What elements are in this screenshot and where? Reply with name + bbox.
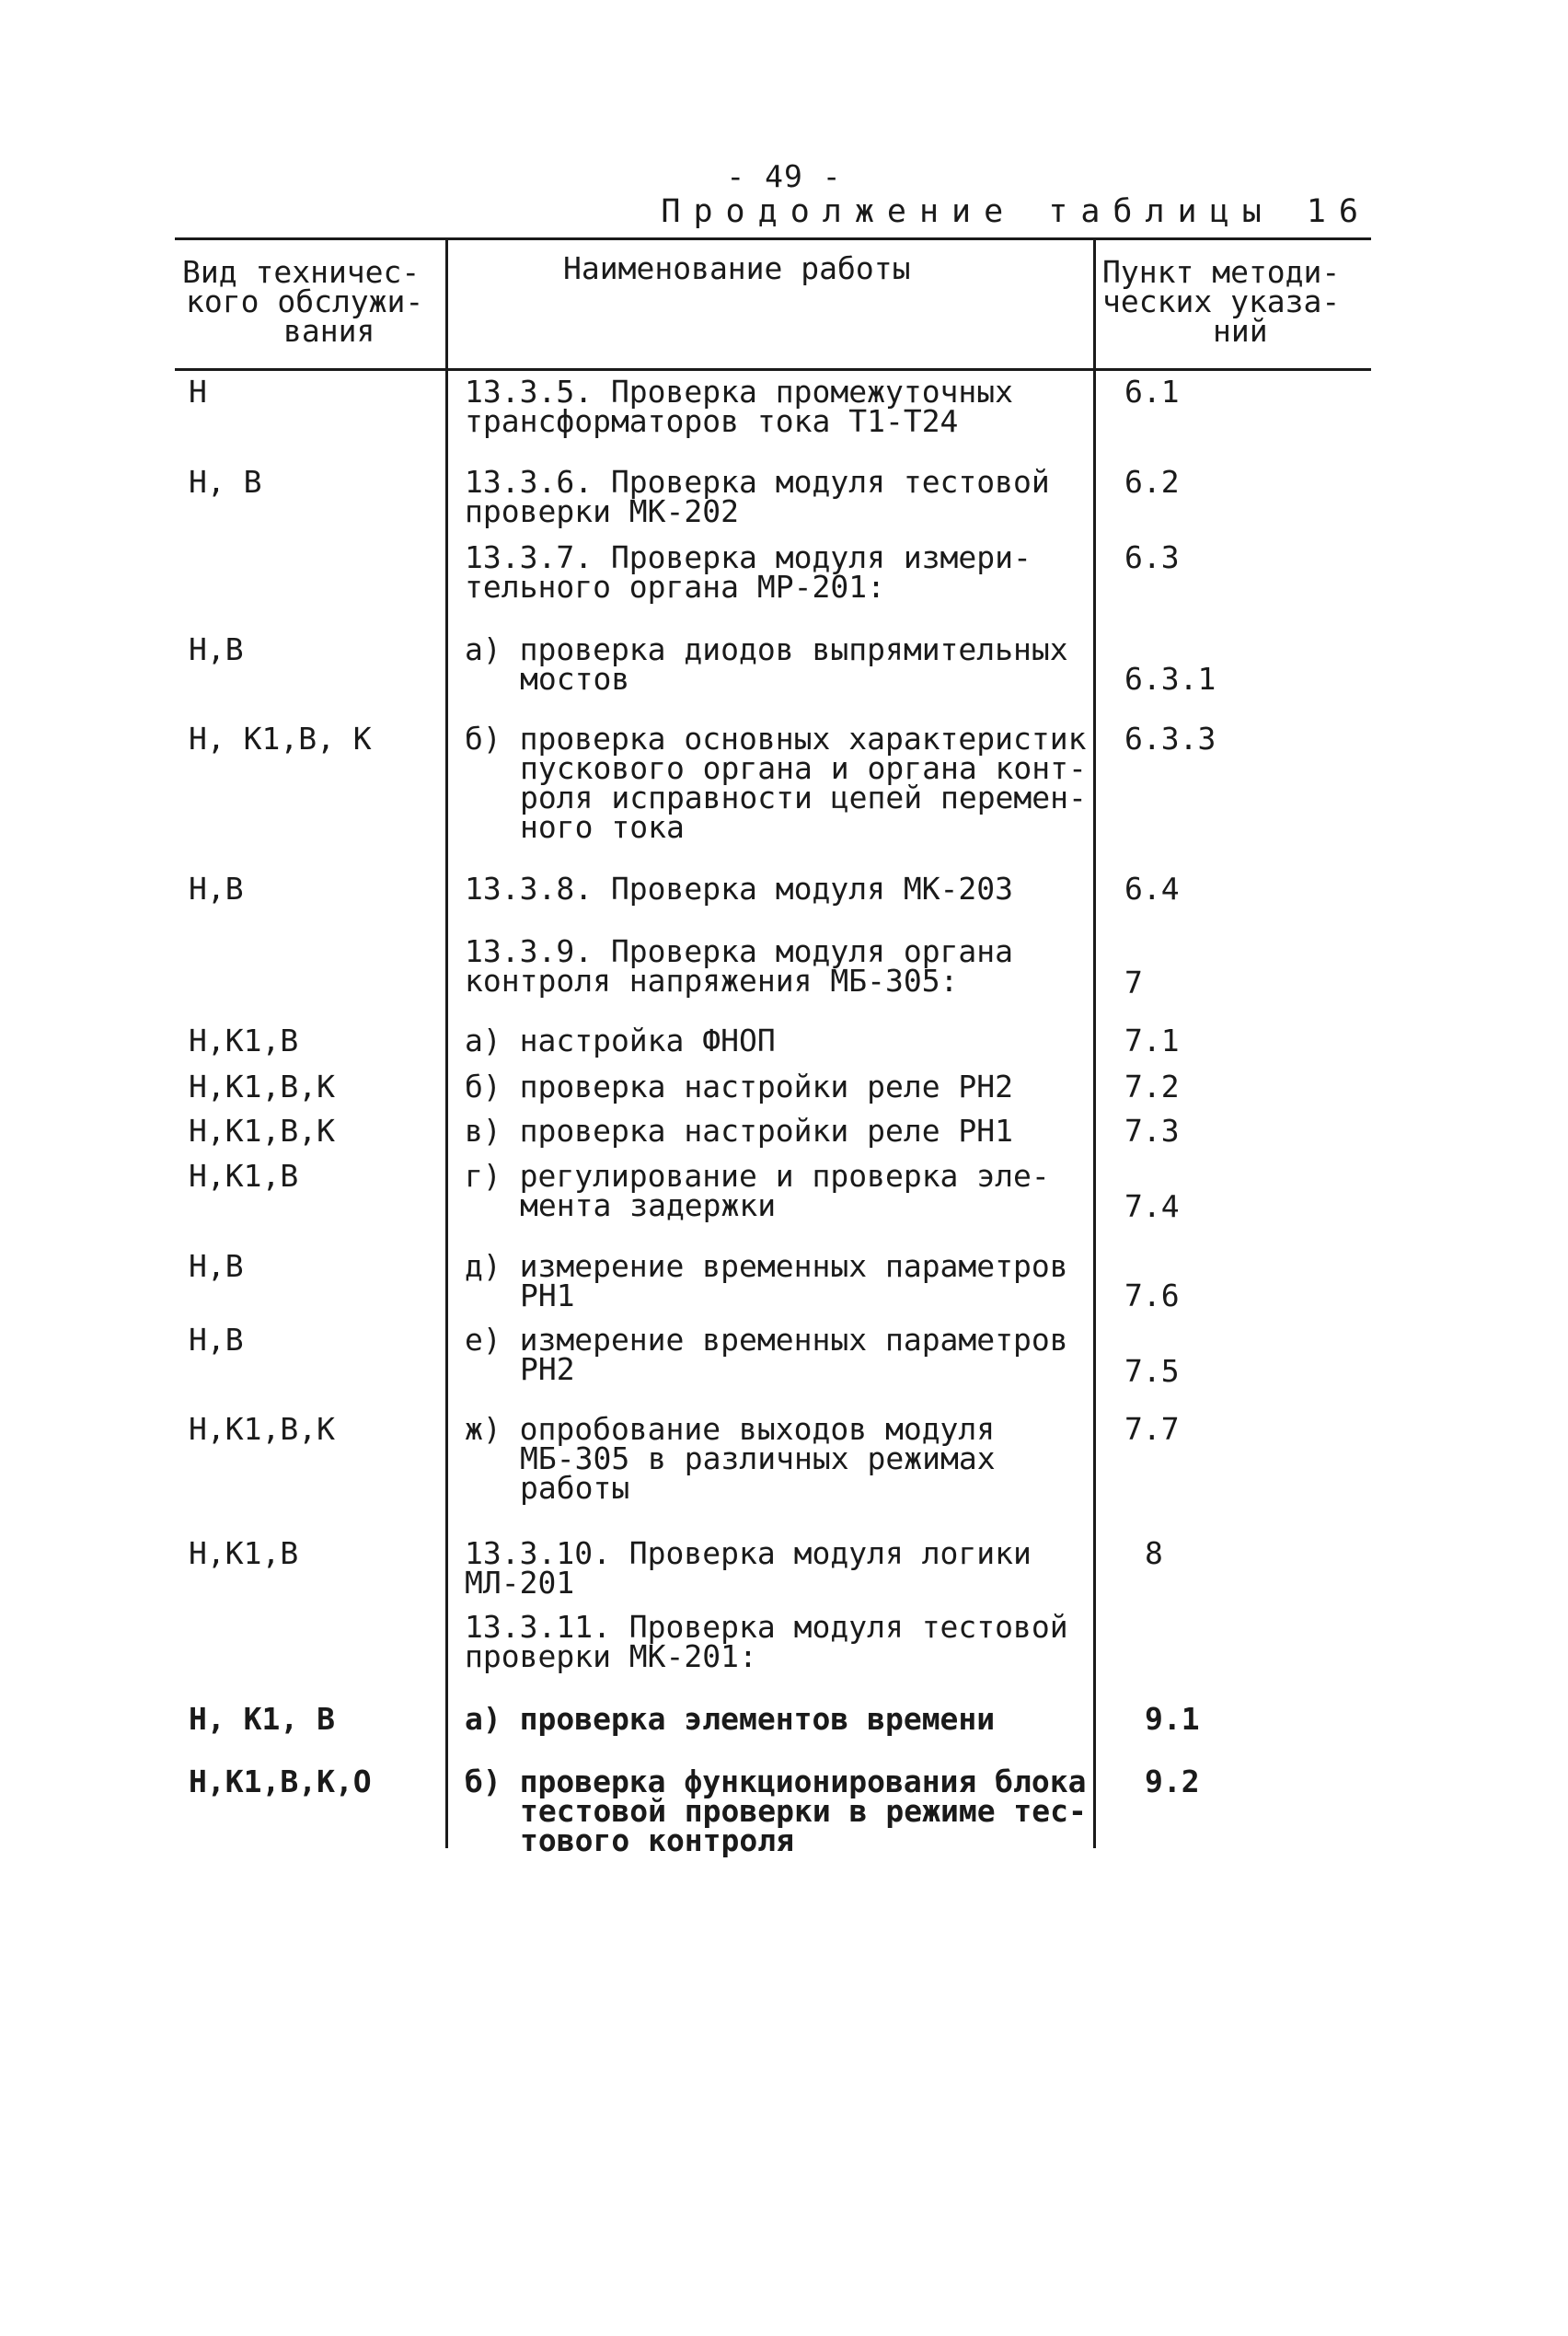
work-line: ного тока	[520, 809, 685, 845]
work-line: тельного органа МР-201:	[465, 569, 885, 605]
work-line: роля исправности цепей перемен-	[520, 780, 1087, 815]
work-line: б) проверка функционирования блока	[465, 1764, 1087, 1799]
work-line: г) регулирование и проверка эле-	[465, 1158, 1050, 1194]
table-row-work	[465, 871, 1014, 907]
table-row-work	[465, 1609, 1068, 1674]
table-row-ref: 6.2	[1124, 464, 1180, 500]
table-row-type: Н,К1,В	[189, 1158, 299, 1194]
work-line: проверки МК-202	[465, 493, 740, 529]
work-line: работы	[520, 1470, 630, 1506]
table-row-type: Н,В	[189, 871, 244, 907]
table-row-work	[465, 1023, 776, 1058]
header-method-ref	[1102, 254, 1341, 349]
table-top-rule	[175, 237, 1371, 240]
table-row-ref: 6.1	[1124, 374, 1180, 410]
table-row-work	[465, 1411, 996, 1506]
table-row-work	[465, 1535, 1032, 1601]
table-row-ref: 6.4	[1124, 871, 1180, 907]
table-row-ref: 9.1	[1145, 1701, 1200, 1737]
work-line: МЛ-201	[465, 1565, 575, 1601]
work-line: мента задержки	[520, 1187, 777, 1223]
table-row-work	[465, 721, 1087, 845]
table-row-work	[465, 933, 1014, 999]
work-line: контроля напряжения МБ-305:	[465, 963, 959, 999]
work-line: МБ-305 в различных режимах	[520, 1440, 996, 1476]
table-row-type: Н,К1,В	[189, 1535, 299, 1571]
table-row-ref: 8	[1145, 1535, 1163, 1571]
work-line: мостов	[520, 661, 630, 697]
table-row-work	[465, 374, 1014, 439]
work-line: а) проверка элементов времени	[465, 1701, 996, 1737]
table-row-type: Н,В	[189, 1322, 244, 1358]
table-row-type: Н,К1,В	[189, 1023, 299, 1058]
table-row-ref: 7.4	[1124, 1188, 1180, 1224]
table-row-work	[465, 1069, 1014, 1104]
work-line: а) проверка диодов выпрямительных	[465, 631, 1068, 667]
work-line: проверки МК-201:	[465, 1638, 757, 1674]
work-line: РН2	[520, 1351, 575, 1387]
table-row-work	[465, 631, 1068, 697]
work-line: 13.3.10. Проверка модуля логики	[465, 1535, 1032, 1571]
header-work-name	[563, 250, 911, 286]
table-row-type: Н,В	[189, 1248, 244, 1284]
work-line: б) проверка основных характеристик	[465, 721, 1087, 757]
table-row-ref: 6.3.1	[1124, 661, 1216, 697]
table-row-work	[465, 1113, 1014, 1149]
table-row-ref: 7.7	[1124, 1411, 1180, 1447]
table-row-ref: 6.3	[1124, 539, 1180, 575]
table-row-ref: 7	[1124, 965, 1143, 1000]
header-maintenance-type	[182, 254, 424, 349]
table-row-work	[465, 1248, 1068, 1313]
work-line: 13.3.8. Проверка модуля МК-203	[465, 871, 1014, 907]
table-row-ref: 7.6	[1124, 1278, 1180, 1313]
table-row-type: Н	[189, 374, 207, 410]
table-row-type: Н, К1,В, К	[189, 721, 372, 757]
table-row-ref: 9.2	[1145, 1764, 1200, 1799]
work-line: е) измерение временных параметров	[465, 1322, 1068, 1358]
table-row-type: Н,К1,В,К	[189, 1113, 335, 1149]
work-line: трансформаторов тока Т1-Т24	[465, 403, 959, 439]
work-line: ж) опробование выходов модуля	[465, 1411, 996, 1447]
table-row-work	[465, 1158, 1050, 1223]
work-line: в) проверка настройки реле РН1	[465, 1113, 1014, 1149]
table-row-ref: 6.3.3	[1124, 721, 1216, 757]
table-row-work	[465, 464, 1050, 529]
header-line: вания	[283, 313, 375, 349]
table-row-type: Н,К1,В,К,О	[189, 1764, 372, 1799]
table-row-type: Н, В	[189, 464, 262, 500]
work-line: д) измерение временных параметров	[465, 1248, 1068, 1284]
page-number: - 49 -	[726, 158, 842, 194]
table-row-type: Н,К1,В,К	[189, 1069, 335, 1104]
header-line: Пункт методи-	[1102, 254, 1341, 290]
header-line: Вид техничес-	[182, 254, 421, 290]
table-caption: Продолжение таблицы 16	[661, 193, 1371, 230]
table-row-type: Н,В	[189, 631, 244, 667]
header-line: Наименование работы	[563, 250, 911, 286]
work-line: б) проверка настройки реле РН2	[465, 1069, 1014, 1104]
table-row-work	[465, 1322, 1068, 1387]
work-line: пускового органа и органа конт-	[520, 750, 1087, 786]
table-row-ref: 7.1	[1124, 1023, 1180, 1058]
header-line: кого обслужи-	[186, 283, 424, 319]
table-row-type: Н, К1, В	[189, 1701, 335, 1737]
work-line: а) настройка ФНОП	[465, 1023, 776, 1058]
work-line: 13.3.7. Проверка модуля измери-	[465, 539, 1032, 575]
work-line: 13.3.6. Проверка модуля тестовой	[465, 464, 1050, 500]
column-divider-1	[445, 237, 448, 1848]
table-row-ref: 7.3	[1124, 1113, 1180, 1149]
table-row-ref: 7.5	[1124, 1353, 1180, 1389]
table-row-work	[465, 1701, 996, 1737]
work-line: тестовой проверки в режиме тес-	[520, 1793, 1087, 1829]
header-bottom-rule	[175, 368, 1371, 371]
header-line: ческих указа-	[1102, 283, 1341, 319]
table-row-ref: 7.2	[1124, 1069, 1180, 1104]
work-line: тового контроля	[520, 1822, 795, 1858]
table-row-type: Н,К1,В,К	[189, 1411, 335, 1447]
work-line: 13.3.9. Проверка модуля органа	[465, 933, 1014, 969]
column-divider-2	[1093, 237, 1096, 1848]
table-row-work	[465, 1764, 1087, 1858]
table-row-work	[465, 539, 1032, 605]
work-line: РН1	[520, 1278, 575, 1313]
work-line: 13.3.5. Проверка промежуточных	[465, 374, 1014, 410]
header-line: ний	[1213, 313, 1268, 349]
work-line: 13.3.11. Проверка модуля тестовой	[465, 1609, 1068, 1645]
